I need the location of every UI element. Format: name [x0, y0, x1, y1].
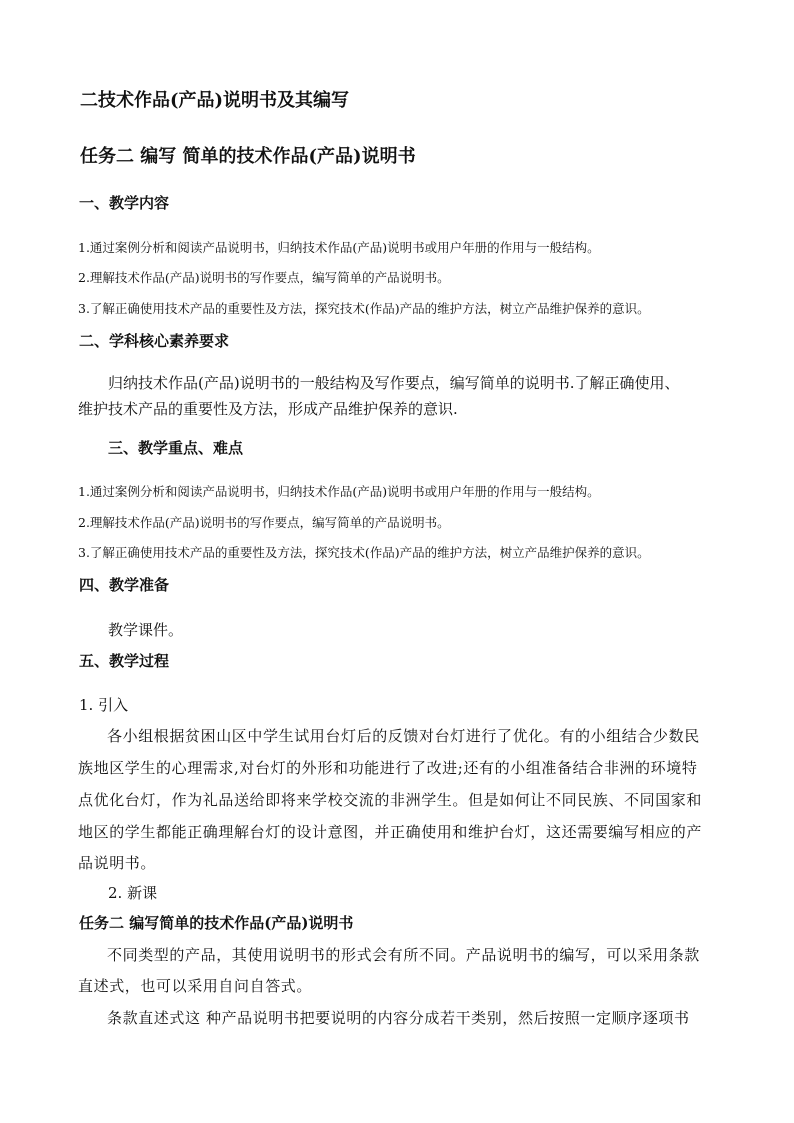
section-heading-1: 一、教学内容	[79, 194, 170, 212]
paragraph-line: 点优化台灯，作为礼品送给即将来学校交流的非洲学生。但是如何让不同民族、不同国家和	[78, 791, 703, 809]
list-item: 2.理解技术作品(产品)说明书的写作要点，编写简单的产品说明书。	[78, 515, 450, 530]
section-heading-3: 三、教学重点、难点	[108, 439, 244, 457]
subheading-new-lesson: 2. 新课	[108, 884, 158, 902]
task-title: 任务二 编写 简单的技术作品(产品)说明书	[80, 146, 416, 167]
task-heading: 任务二 编写简单的技术作品(产品)说明书	[79, 914, 354, 932]
paragraph-line: 地区的学生都能正确理解台灯的设计意图，并正确使用和维护台灯，这还需要编写相应的产	[78, 823, 703, 841]
doc-title: 二技术作品(产品)说明书及其编写	[80, 90, 350, 111]
paragraph-line: 教学课件。	[108, 621, 184, 639]
paragraph-line: 族地区学生的心理需求,对台灯的外形和功能进行了改进;还有的小组准备结合非洲的环境特	[78, 759, 698, 777]
list-item: 3.了解正确使用技术产品的重要性及方法，探究技术(作品)产品的维护方法，树立产品维护保养的意识。	[78, 545, 650, 560]
section-heading-2: 二、学科核心素养要求	[79, 332, 230, 350]
section-heading-5: 五、教学过程	[79, 652, 170, 670]
paragraph-line: 归纳技术作品(产品)说明书的一般结构及写作要点，编写简单的说明书.了解正确使用、	[108, 374, 680, 392]
paragraph-line: 维护技术产品的重要性及方法，形成产品维护保养的意识.	[78, 400, 458, 418]
paragraph-line: 直述式，也可以采用自问自答式。	[78, 977, 313, 995]
paragraph-line: 品说明书。	[78, 854, 157, 872]
paragraph-line: 条款直述式这 种产品说明书把要说明的内容分成若干类别，然后按照一定顺序逐项书	[107, 1009, 690, 1027]
list-item: 2.理解技术作品(产品)说明书的写作要点，编写简单的产品说明书。	[78, 270, 450, 285]
paragraph-line: 各小组根据贫困山区中学生试用台灯后的反馈对台灯进行了优化。有的小组结合少数民	[107, 727, 700, 745]
list-item: 3.了解正确使用技术产品的重要性及方法，探究技术(作品)产品的维护方法，树立产品维护保养的意识。	[78, 301, 650, 316]
section-heading-4: 四、教学准备	[79, 576, 170, 594]
list-item: 1.通过案例分析和阅读产品说明书，归纳技术作品(产品)说明书或用户年册的作用与一般结构。	[78, 484, 600, 499]
list-item: 1.通过案例分析和阅读产品说明书，归纳技术作品(产品)说明书或用户年册的作用与一般结构。	[78, 240, 600, 255]
paragraph-line: 不同类型的产品，其使用说明书的形式会有所不同。产品说明书的编写，可以采用条款	[107, 946, 700, 964]
subheading-intro: 1. 引入	[79, 696, 129, 714]
